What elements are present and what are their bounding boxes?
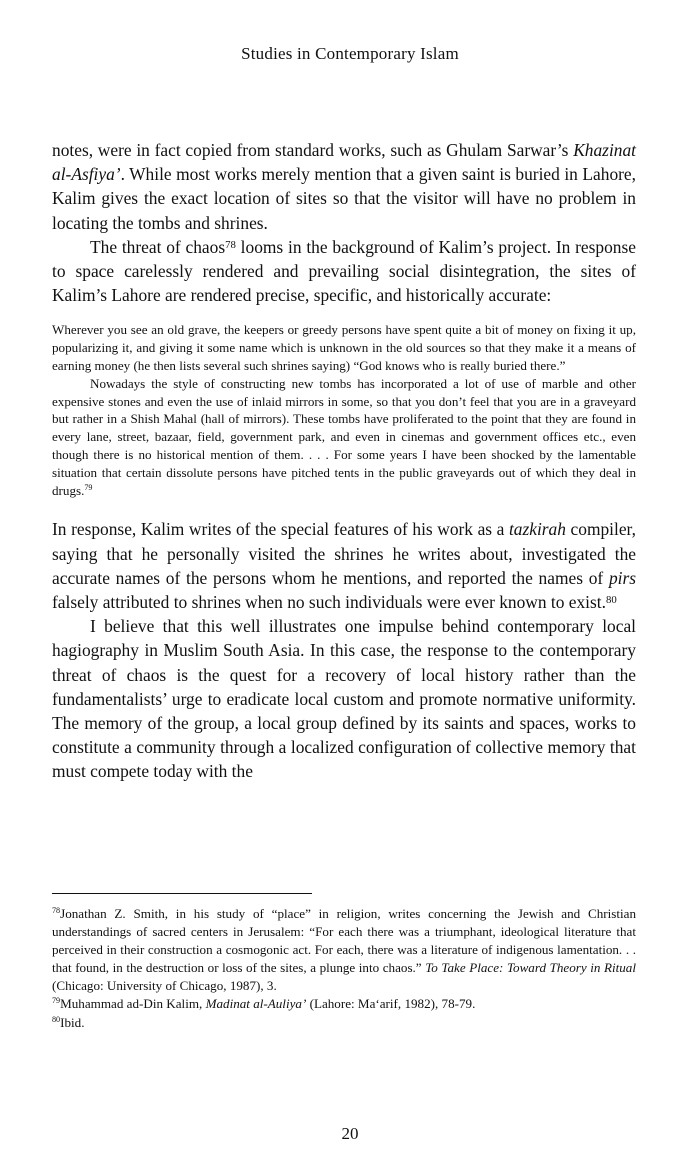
italic-title: To Take Place: Toward Theory in Ritual xyxy=(425,960,636,976)
footnote-ref[interactable]: 78 xyxy=(225,238,236,251)
footnote-number: 80 xyxy=(52,1014,61,1024)
footnote-79 xyxy=(52,995,636,1013)
footnote-80 xyxy=(52,1014,636,1032)
paragraph xyxy=(52,235,636,308)
paragraph xyxy=(52,517,636,614)
footnote-text: (Lahore: Ma‘arif, 1982), 78-79. xyxy=(306,996,476,1012)
italic-term: tazkirah xyxy=(508,519,566,540)
footnote-number: 79 xyxy=(52,996,61,1006)
paragraph-text: In response, Kalim writes of the special features of his work as a xyxy=(52,519,509,540)
main-text xyxy=(52,138,636,784)
footnote-number: 78 xyxy=(52,906,61,915)
paragraph-text: The threat of chaos xyxy=(90,236,226,257)
paragraph-text: I believe that this well illustrates one impulse behind contemporary local hagiography in Muslim South Asia. In this case, the response to the contemporary threat of chaos is the quest for a recovery of local history rather than the fundamentalists’ urge to eradicate local custom and promote normative uniformity. The memory of the group, a local group defined by its saints and spaces, works to constitute a community through a localized configuration of collective memory that must compete today with the xyxy=(52,616,636,782)
quote-text: Nowadays the style of constructing new tombs has incorporated a lot of use of marble and other expensive stones and even the use of inlaid mirrors in some, so that you don’t feel that you are in a graveyard but rather in a Shish Mahal (hall of mirrors). These tombs have proliferated to the point that they are found in every lane, street, bazaar, field, government park, and even in cinemas and government offices etc., even though there is no historical mention of them. . . . For some years I have been shocked by the lamentable situation that certain dissolute persons have pitched tents in the public graveyards out of which they deal in drugs. xyxy=(52,375,636,498)
footnote-ref[interactable]: 79 xyxy=(84,482,93,492)
footnote-text: Muhammad ad-Din Kalim, xyxy=(60,996,206,1012)
page-number: 20 xyxy=(341,1124,359,1143)
block-quote xyxy=(52,321,636,499)
footnote-ref[interactable]: 80 xyxy=(605,594,617,606)
running-header: Studies in Contemporary Islam xyxy=(241,44,459,63)
footnote-divider xyxy=(52,893,312,894)
paragraph-text: notes, were in fact copied from standard works, such as Ghulam Sarwar’s xyxy=(52,140,574,160)
footnote-text: Jonathan Z. Smith, in his study of “place” in religion, writes concerning the Jewish and Christian understandings of sacred centers in Jerusalem: “For each there was a triumphant, ideological literature that perceived in their construction a cosmogonic act. For each, there was a literature of indigenous lamentation. . . that found, in the destruction or loss of the sites, a plunge into chaos.” xyxy=(52,906,636,976)
italic-title: Khazinat al-Asfiya’ xyxy=(52,140,636,185)
italic-term: pirs xyxy=(608,567,636,588)
footnote-text: (Chicago: University of Chicago, 1987), 3. xyxy=(52,978,277,994)
paragraph-text: falsely attributed to shrines when no such individuals were ever known to exist. xyxy=(52,592,606,612)
footnote-text: Ibid. xyxy=(60,1014,85,1030)
footnote-78 xyxy=(52,905,636,995)
quote-paragraph xyxy=(52,375,636,500)
italic-title: Madinat al-Auliya’ xyxy=(205,996,307,1012)
paragraph-text: looms in the background of Kalim’s project. In response to space carelessly rendered and prevailing social disintegration, the sites of Kalim’s Lahore are rendered precise, specific, and historically accurate: xyxy=(52,236,636,306)
paragraph xyxy=(52,614,636,783)
quote-paragraph: Wherever you see an old grave, the keepers or greedy persons have spent quite a bit of money on fixing it up, popularizing it, and giving it some name which is unknown in the old sources so that they make it a means of earning money (he then lists several such shrines saying) “God knows who is really buried there.” xyxy=(52,322,636,374)
paragraph-text: . While most works merely mention that a given saint is buried in Lahore, Kalim gives the exact location of sites so that the visitor will have no problem in locating the tombs and shrines. xyxy=(52,164,636,233)
paragraph xyxy=(52,138,636,235)
paragraph-text: compiler, saying that he personally visited the shrines he writes about, investigated the accurate names of the persons whom he mentions, and reported the names of xyxy=(52,519,636,588)
footnotes xyxy=(52,905,636,1032)
